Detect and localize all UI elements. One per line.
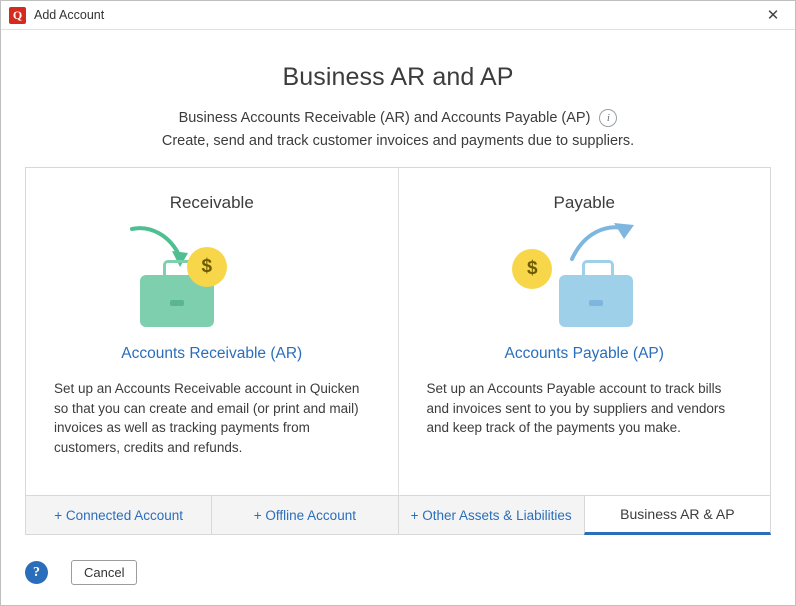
receivable-description: Set up an Accounts Receivable account in Quicken so that you can create and email (or print and mail) invoices as well as tracking payments from customers, credits and refunds.	[54, 381, 360, 455]
account-category-tabs	[25, 496, 771, 535]
payable-heading: Payable	[553, 193, 615, 212]
briefcase-latch-icon	[170, 300, 184, 306]
receivable-column	[26, 168, 399, 495]
tab-business-ar-ap[interactable]: Business AR & AP	[584, 496, 771, 535]
accounts-receivable-link[interactable]: Accounts Receivable (AR)	[121, 345, 303, 362]
tab-other-assets-liabilities[interactable]: + Other Assets & Liabilities	[398, 496, 584, 535]
coin-icon: $	[187, 247, 227, 287]
accounts-payable-link[interactable]: Accounts Payable (AP)	[504, 345, 664, 362]
dialog-content	[1, 30, 795, 605]
subtitle-row	[25, 109, 771, 127]
briefcase-latch-icon	[589, 300, 603, 306]
help-icon[interactable]: ?	[25, 561, 48, 584]
quicken-logo-icon: Q	[9, 7, 26, 24]
window-title: Add Account	[34, 8, 105, 22]
payable-column	[399, 168, 771, 495]
page-title: Business AR and AP	[282, 63, 514, 91]
account-type-panel	[25, 167, 771, 496]
briefcase-handle-icon	[582, 260, 614, 275]
payable-description: Set up an Accounts Payable account to track bills and invoices sent to you by suppliers and vendors and keep track of the payments you make.	[426, 381, 726, 435]
subtitle-line-2: Create, send and track customer invoices and payments due to suppliers.	[161, 133, 635, 149]
subtitle-line-1: Business Accounts Receivable (AR) and Accounts Payable (AP)	[178, 110, 591, 126]
payable-illustration	[494, 223, 674, 335]
tab-connected-account[interactable]: + Connected Account	[25, 496, 211, 535]
receivable-illustration	[122, 223, 302, 335]
close-icon[interactable]: ✕	[766, 7, 780, 24]
title-bar	[1, 1, 795, 30]
receivable-heading: Receivable	[169, 193, 254, 212]
info-icon[interactable]: i	[599, 109, 617, 127]
coin-icon: $	[512, 249, 552, 289]
tab-offline-account[interactable]: + Offline Account	[211, 496, 397, 535]
dialog-footer	[25, 560, 771, 585]
cancel-button[interactable]: Cancel	[71, 560, 137, 585]
